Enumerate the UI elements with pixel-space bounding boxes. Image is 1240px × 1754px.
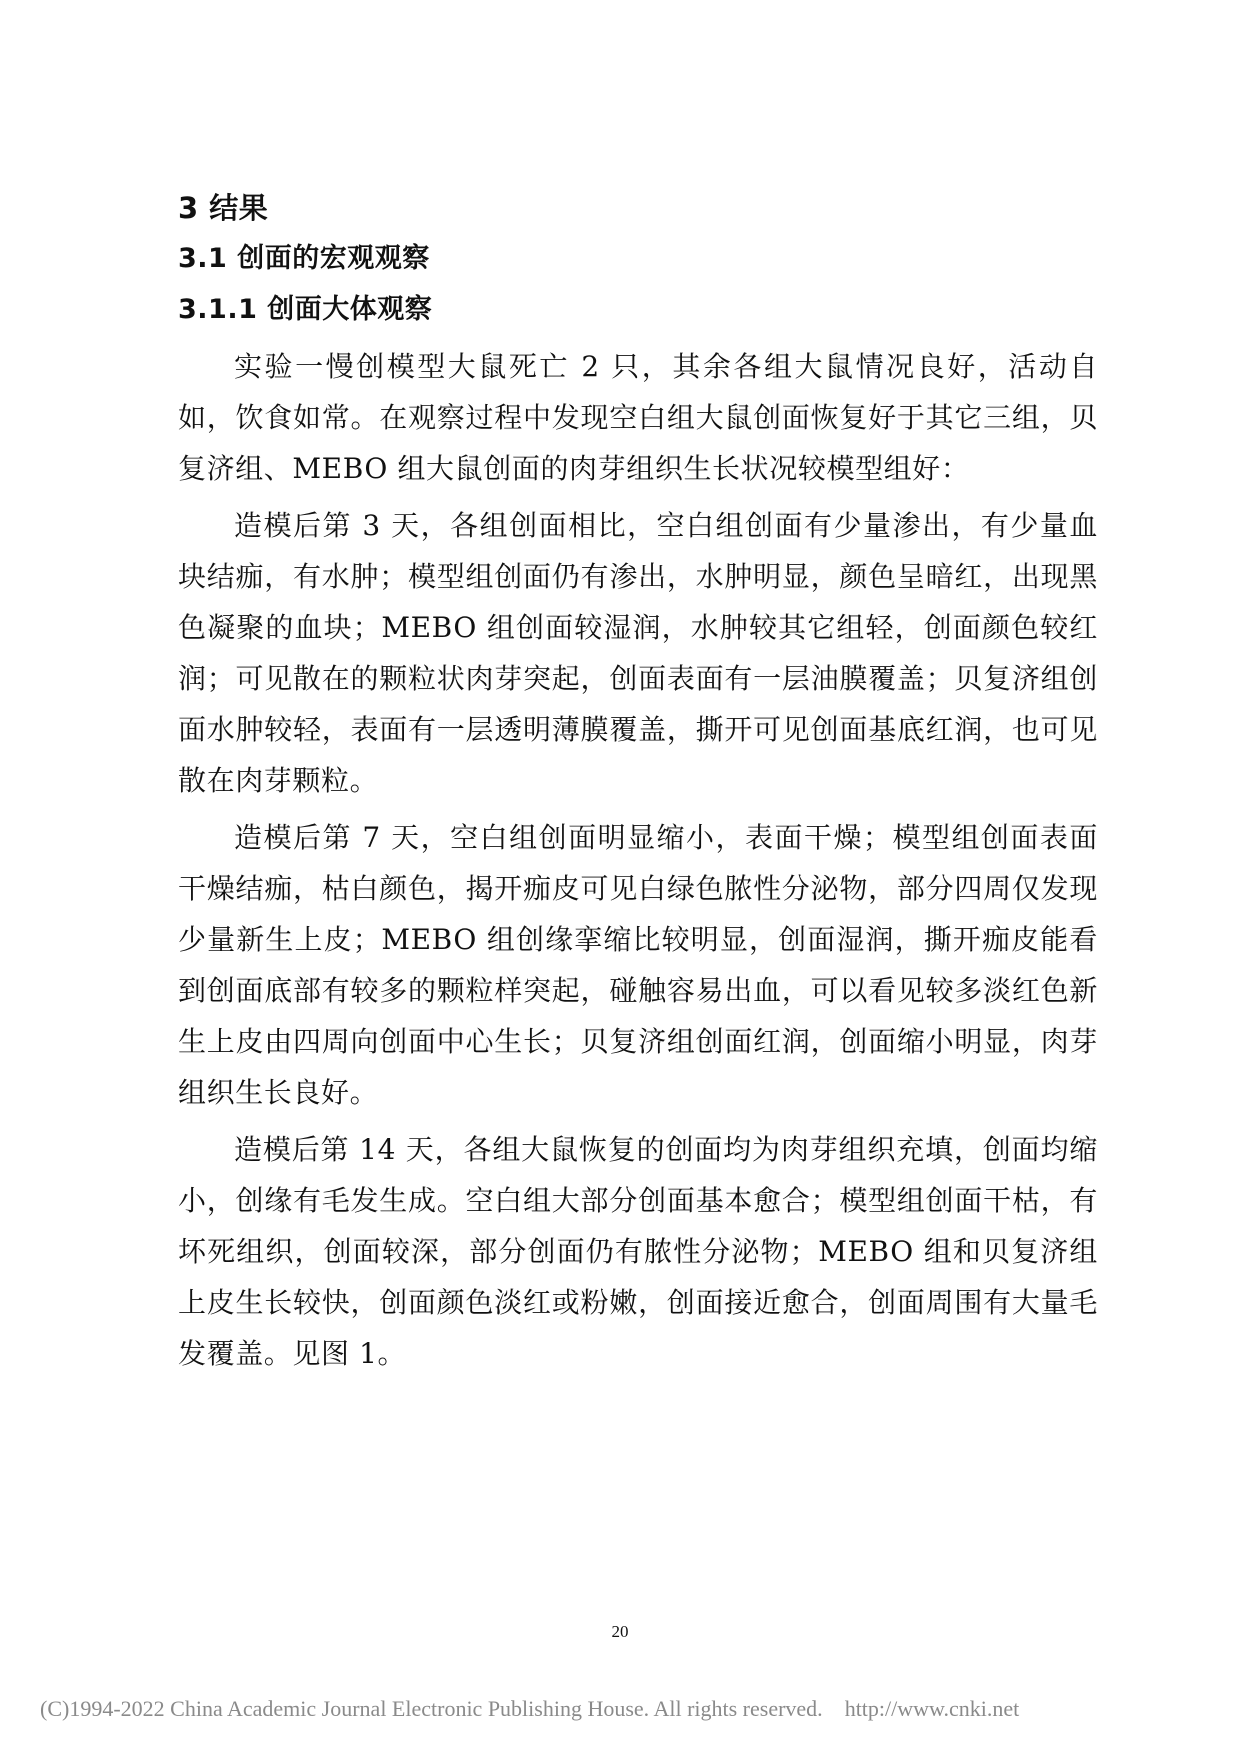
footer-url: http://www.cnki.net xyxy=(844,1696,1020,1721)
copyright-text: (C)1994-2022 China Academic Journal Electronic Publishing House. All rights reserved. xyxy=(40,1696,823,1721)
paragraph: 造模后第 7 天，空白组创面明显缩小，表面干燥；模型组创面表面干燥结痂，枯白颜色，揭开痂皮可见白绿色脓性分泌物，部分四周仅发现少量新生上皮；MEBO 组创缘挛缩比较明显，创面湿润，撕开痂皮能看到创面底部有较多的颗粒样突起，碰触容易出血，可以看见较多淡红色新生上皮由四周向创面中心生长；贝复济组创面红润，创面缩小明显，肉芽组织生长良好。 xyxy=(178,821,1098,1109)
subsubsection-heading: 3.1.1 创面大体观察 xyxy=(178,294,433,325)
page-number: 20 xyxy=(611,1622,629,1641)
section-heading: 3 结果 xyxy=(178,191,269,225)
copyright-footer xyxy=(40,1695,1200,1723)
paragraph: 实验一慢创模型大鼠死亡 2 只，其余各组大鼠情况良好，活动自如，饮食如常。在观察过程中发现空白组大鼠创面恢复好于其它三组，贝复济组、MEBO 组大鼠创面的肉芽组织生长状况较模型组好： xyxy=(178,350,1098,485)
paragraph: 造模后第 3 天，各组创面相比，空白组创面有少量渗出，有少量血块结痂，有水肿；模型组创面仍有渗出，水肿明显，颜色呈暗红，出现黑色凝聚的血块；MEBO 组创面较湿润，水肿较其它组轻，创面颜色较红润；可见散在的颗粒状肉芽突起，创面表面有一层油膜覆盖；贝复济组创面水肿较轻，表面有一层透明薄膜覆盖，撕开可见创面基底红润，也可见散在肉芽颗粒。 xyxy=(178,509,1098,797)
page-content xyxy=(178,188,1098,1385)
body-text xyxy=(178,341,1098,1379)
paragraph: 造模后第 14 天，各组大鼠恢复的创面均为肉芽组织充填，创面均缩小，创缘有毛发生成。空白组大部分创面基本愈合；模型组创面干枯，有坏死组织，创面较深，部分创面仍有脓性分泌物；MEBO 组和贝复济组上皮生长较快，创面颜色淡红或粉嫩，创面接近愈合，创面周围有大量毛发覆盖。见图 1。 xyxy=(178,1133,1098,1370)
subsection-heading: 3.1 创面的宏观观察 xyxy=(178,243,430,274)
